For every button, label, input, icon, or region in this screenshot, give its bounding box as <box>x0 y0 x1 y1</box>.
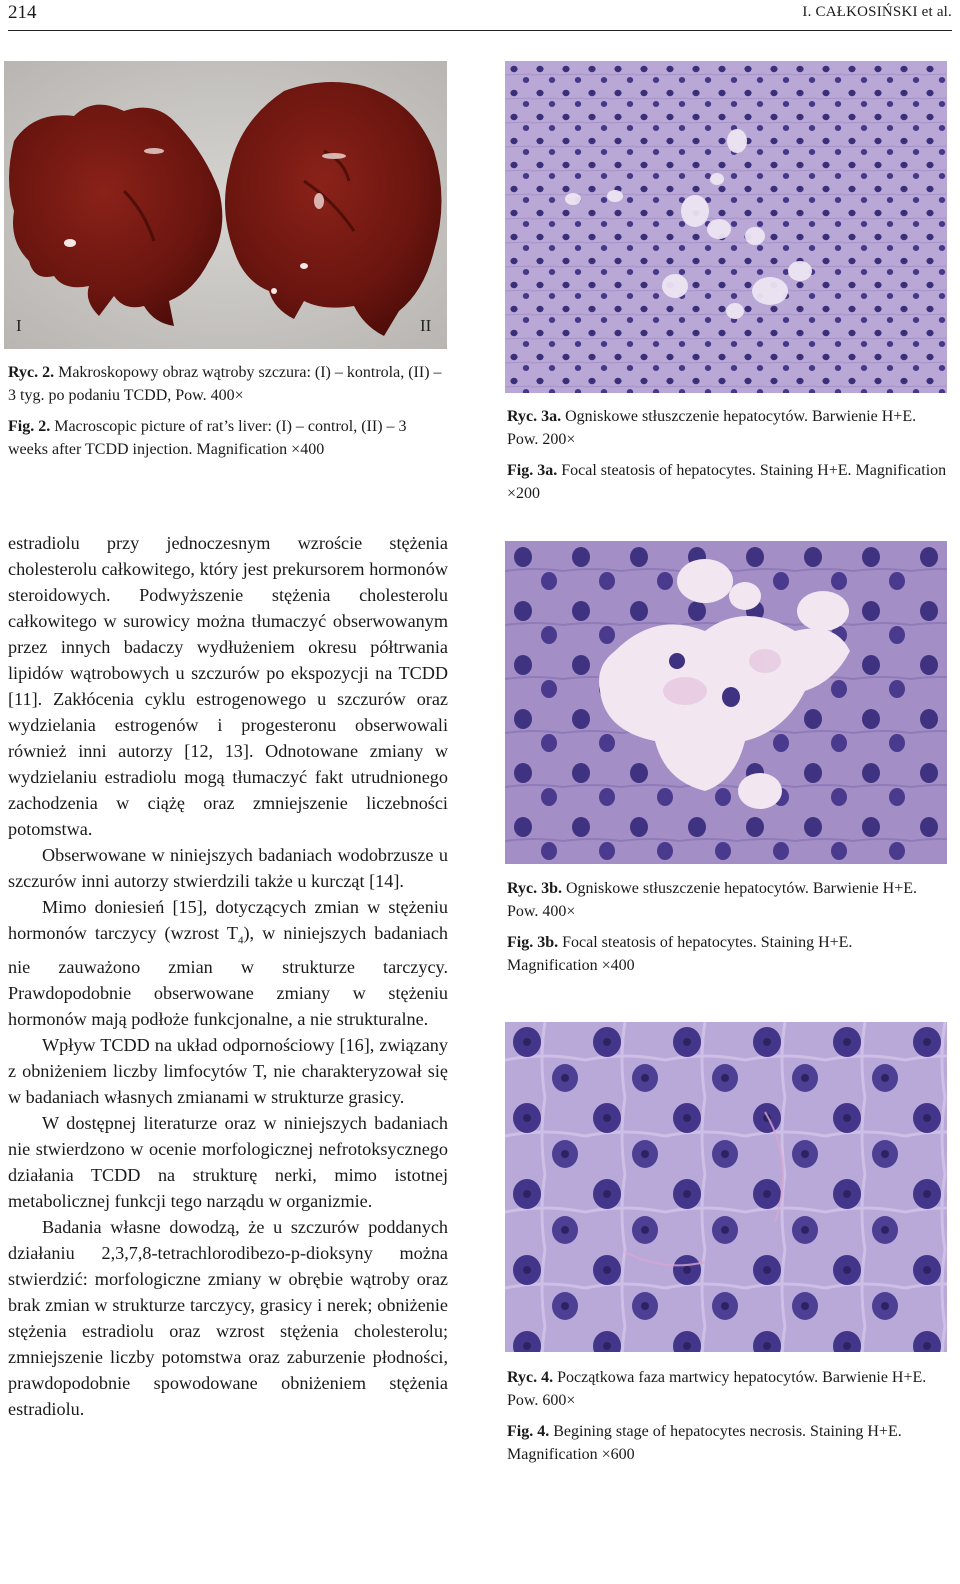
fig3b-caption-en: Fig. 3b. Focal steatosis of hepatocytes. Staining H+E. Magnification ×400 <box>507 934 853 974</box>
he-stain-200x <box>505 61 947 393</box>
fig2-caption <box>8 361 448 461</box>
paragraph-3: Mimo doniesień [15], dotyczących zmian w stężeniu hormonów tarczycy (wzrost $T_4$), w niniejszych badaniach nie zauważono zmian w strukturze tarczycy. Prawdopodobnie obserwowane zmiany w stężeniu hormonów mają podłoże funkcjonalne, a nie strukturalne. <box>8 897 448 1029</box>
label-liver-II: II <box>420 316 432 335</box>
label-liver-I: I <box>16 316 22 335</box>
fig3a-caption-en: Fig. 3a. Focal steatosis of hepatocytes. Staining H+E. Magnification ×200 <box>507 462 947 502</box>
body-text <box>8 530 448 1422</box>
fig2-liver-photo <box>4 61 447 349</box>
page-header <box>8 0 952 31</box>
paragraph-1: estradiolu przy jednoczesnym wzroście stężenia cholesterolu całkowitego, który jest prekursorem hormonów steroidowych. Podwyższenie stężenia cholesterolu całkowitego w surowicy można tłumaczyć obserwowanym przez innych badaczy wydłużeniem okresu półtrwania lipidów wątrobowych u szczurów po ekspozycji na TCDD [11]. Zakłócenia cyklu estrogenowego u szczurów oraz wydzielania estrogenów i progesteronu obserwowali również inni autorzy [12, 13]. Odnotowane zmiany w wydzielaniu estradiolu mogą tłumaczyć fakt utrudnionego zachodzenia w ciążę oraz zmniejszenie liczebności potomstwa. <box>8 533 448 839</box>
fig3a-caption-pl: Ryc. 3a. Ogniskowe stłuszczenie hepatocytów. Barwienie H+E. Pow. 200× <box>507 408 917 448</box>
fig4-caption-pl: Ryc. 4. Początkowa faza martwicy hepatocytów. Barwienie H+E. Pow. 600× <box>507 1369 927 1409</box>
fig2-caption-en: Fig. 2. Macroscopic picture of rat’s liver: (I) – control, (II) – 3 weeks after TCDD injection. Magnification ×400 <box>8 418 407 458</box>
he-stain-600x <box>505 1022 947 1352</box>
fig4-caption-en: Fig. 4. Begining stage of hepatocytes necrosis. Staining H+E. Magnification ×600 <box>507 1423 902 1463</box>
fig3b-histology-photo <box>505 541 947 864</box>
paragraph-2: Obserwowane w niniejszych badaniach wodobrzusze u szczurów inni autorzy stwierdzili także u kurcząt [14]. <box>8 845 448 891</box>
fig2-caption-pl: Ryc. 2. Makroskopowy obraz wątroby szczura: (I) – kontrola, (II) – 3 tyg. po podaniu TCDD, Pow. 400× <box>8 364 442 404</box>
liver-illustration <box>4 61 447 349</box>
paragraph-4: Wpływ TCDD na układ odpornościowy [16], związany z obniżeniem liczby limfocytów T, nie charakteryzował się w badaniach własnych zmianami w strukturze grasicy. <box>8 1034 448 1107</box>
running-head: I. CAŁKOSIŃSKI et al. <box>802 4 952 20</box>
fig3b-caption-pl: Ryc. 3b. Ogniskowe stłuszczenie hepatocytów. Barwienie H+E. Pow. 400× <box>507 880 917 920</box>
he-stain-400x <box>505 541 947 864</box>
fig3a-caption <box>507 405 947 505</box>
fig4-histology-photo <box>505 1022 947 1352</box>
page-number: 214 <box>8 2 37 23</box>
fig3b-caption <box>507 877 947 977</box>
paragraph-6: Badania własne dowodzą, że u szczurów poddanych działaniu 2,3,7,8-tetrachlorodibezo-p-dioksyny można stwierdzić: morfologiczne zmiany w obrębie wątroby oraz brak zmian w strukturze tarczycy, grasicy i nerek; obniżenie stężenia estradiolu oraz wzrost stężenia cholesterolu; zmniejszenie liczby potomstwa oraz zaburzenie płodności, prawdopodobnie spowodowane obniżeniem stężenia estradiolu. <box>8 1216 448 1419</box>
fig4-caption <box>507 1366 947 1466</box>
fig3a-histology-photo <box>505 61 947 393</box>
paragraph-5: W dostępnej literaturze oraz w niniejszych badaniach nie stwierdzono w ocenie morfologicznej nefrotoksycznego działania TCDD na strukturę nerki, mimo istotnej metabolicznej funkcji tego narządu w organizmie. <box>8 1112 448 1211</box>
